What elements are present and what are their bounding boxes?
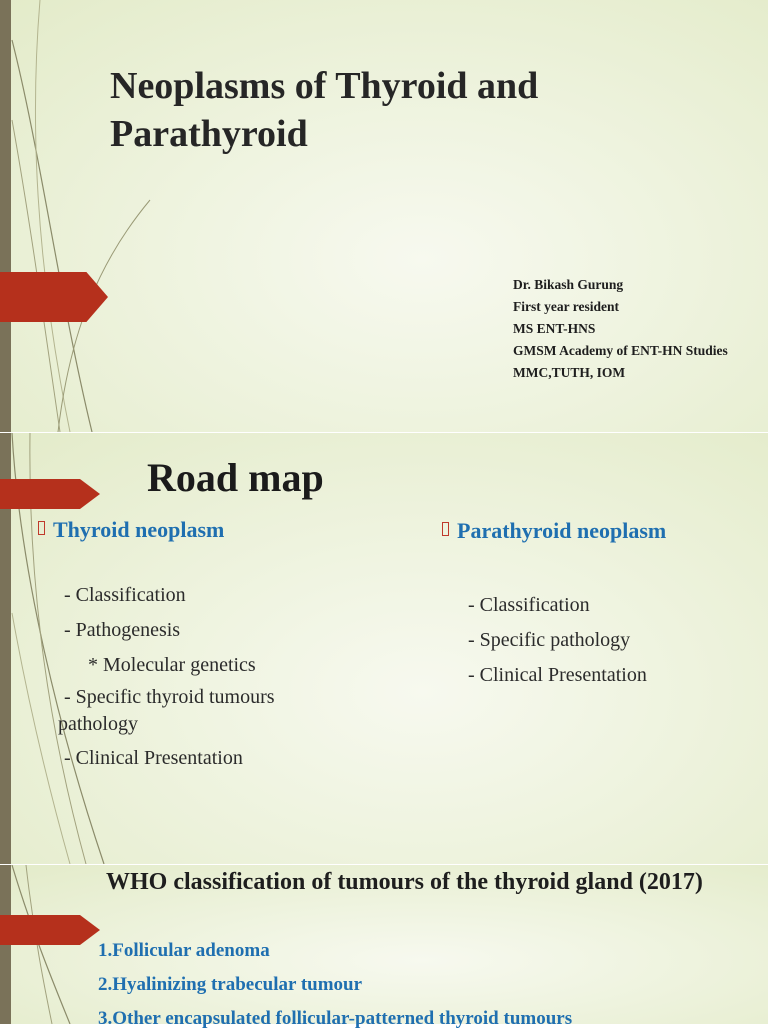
list-item: - Specific thyroid tumours [64, 686, 275, 708]
side-strip [0, 0, 11, 432]
parathyroid-topics-list [468, 588, 647, 693]
who-classification-list [98, 934, 572, 1036]
thyroid-topics-list [60, 578, 275, 776]
slide-title: Neoplasms of Thyroid and Parathyroid [110, 65, 539, 155]
list-item: pathology [58, 713, 138, 735]
accent-arrow-tab [0, 479, 100, 509]
accent-arrow-tab [0, 915, 100, 945]
bullet-icon [442, 522, 449, 536]
who-title: WHO classification of tumours of the thyroid gland (2017) [106, 869, 703, 895]
list-item: * Molecular genetics [88, 654, 256, 676]
author-institution: MMC,TUTH, IOM [513, 365, 626, 380]
thyroid-heading: Thyroid neoplasm [38, 516, 224, 544]
list-item: - Clinical Presentation [468, 664, 647, 686]
author-program: MS ENT-HNS [513, 321, 596, 336]
list-item: 2.Hyalinizing trabecular tumour [98, 974, 363, 995]
author-block [513, 274, 728, 384]
roadmap-title: Road map [147, 455, 324, 500]
list-item: - Classification [64, 584, 186, 606]
author-name: Dr. Bikash Gurung [513, 277, 624, 292]
list-item: - Specific pathology [468, 629, 631, 651]
parathyroid-heading: Parathyroid neoplasm [442, 517, 666, 545]
accent-arrow-tab [0, 272, 108, 322]
author-academy: GMSM Academy of ENT-HN Studies [513, 343, 728, 358]
title-slide [0, 0, 768, 432]
list-item: 3.Other encapsulated follicular-patterned thyroid tumours [98, 1008, 573, 1029]
list-item: - Clinical Presentation [64, 747, 243, 769]
author-position: First year resident [513, 299, 619, 314]
bullet-icon [38, 521, 45, 535]
list-item: - Classification [468, 594, 590, 616]
list-item: - Pathogenesis [64, 619, 181, 641]
list-item: 1.Follicular adenoma [98, 940, 270, 961]
